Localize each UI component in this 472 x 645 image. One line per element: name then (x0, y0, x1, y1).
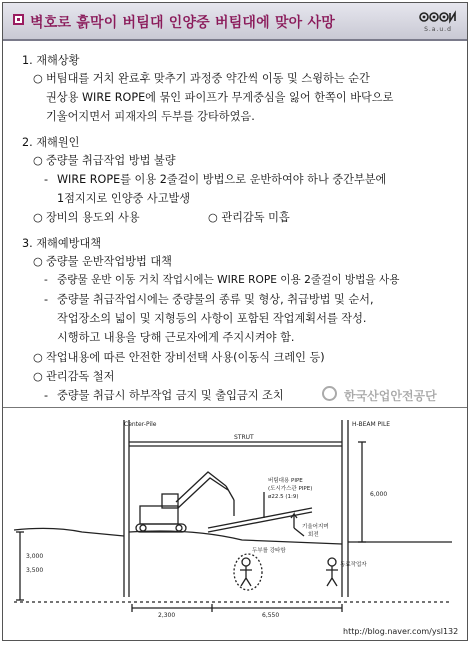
body-line: ○ 관리감독 철저 (33, 370, 115, 383)
falling-label: 기울어지며 (302, 524, 329, 530)
watermark-text: 한국산업안전공단 (344, 389, 437, 403)
logo-subtext: S.a.u.d (424, 26, 452, 33)
body-line: 시행하고 내용을 당해 근로자에게 주지시켜야 함. (57, 331, 295, 344)
center-pile-label: Center-Pile (124, 421, 157, 428)
body-line: - 중량물 취급작업시에는 중량물의 종류 및 형상, 취급방법 및 순서, (44, 293, 374, 306)
kosha-watermark (322, 385, 470, 405)
body-line: 1점지지로 인양중 사고발생 (57, 192, 191, 205)
body-line: ○ 중량물 운반작업방법 대책 (33, 255, 172, 268)
body-line: 작업장소의 넓이 및 지형등의 사항이 포함된 작업계획서를 작성. (57, 312, 367, 325)
body-line: - WIRE ROPE를 이용 2줄걸이 방법으로 운반하여야 하나 중간부분에 (44, 173, 387, 186)
body-line: ○ 장비의 용도외 사용 (33, 211, 140, 224)
divider (3, 407, 467, 408)
title-bullet-icon (13, 14, 24, 25)
accident-diagram (12, 412, 460, 622)
body-line: - 중량물 운반 이동 거치 작업시에는 WIRE ROPE 이용 2줄걸이 방법을 사용 (44, 274, 400, 286)
h-beam-label: H-BEAM PILE (352, 421, 391, 428)
body-line: ○ 버팀대를 거치 완료후 맞추기 과정중 약간씩 이동 및 스윙하는 순간 (33, 72, 370, 85)
strut-label: STRUT (234, 434, 254, 441)
body-line: ○ 관리감독 미흡 (208, 211, 290, 224)
pipe-label: 버팀대용 PIPE (268, 478, 303, 484)
title-bar (3, 3, 467, 41)
dim-2300: 2,300 (158, 612, 176, 619)
body-line: 권상용 WIRE ROPE에 묶인 파이프가 무게중심을 잃어 한쪽이 바닥으로 (46, 91, 394, 104)
blog-url: http://blog.naver.com/ysl132 (343, 627, 459, 636)
section-heading: 1. 재해상황 (22, 54, 80, 67)
section-heading: 3. 재해예방대책 (22, 237, 102, 250)
dim-6550: 6,550 (262, 612, 280, 619)
pipe-label-2: (도시가스관 PIPE) (268, 486, 313, 492)
logo (417, 7, 459, 37)
dim-3000: 3,000 (26, 553, 44, 560)
rotating-label: 회전 (308, 532, 319, 538)
coworker-label: 동료작업자 (340, 562, 367, 568)
kosha-logo-icon (322, 386, 337, 401)
victim-label: 두부를 강타함 (252, 548, 286, 554)
section-heading: 2. 재해원인 (22, 136, 80, 149)
body-line: 기울어지면서 피재자의 두부를 강타하였음. (46, 110, 255, 123)
body-line: ○ 작업내용에 따른 안전한 장비선택 사용(이동식 크레인 등) (33, 351, 325, 364)
dim-3500: 3,500 (26, 567, 44, 574)
dim-6000: 6,000 (370, 491, 388, 498)
pipe-spec-label: ø22.5 (1:9) (268, 494, 299, 500)
page-title: 벽호로 흙막이 버팀대 인양중 버팀대에 맞아 사망 (30, 15, 335, 31)
body-line: ○ 중량물 취급작업 방법 불량 (33, 154, 176, 167)
body-line: - 중량물 취급시 하부작업 금지 및 출입금지 조치 (44, 389, 284, 402)
